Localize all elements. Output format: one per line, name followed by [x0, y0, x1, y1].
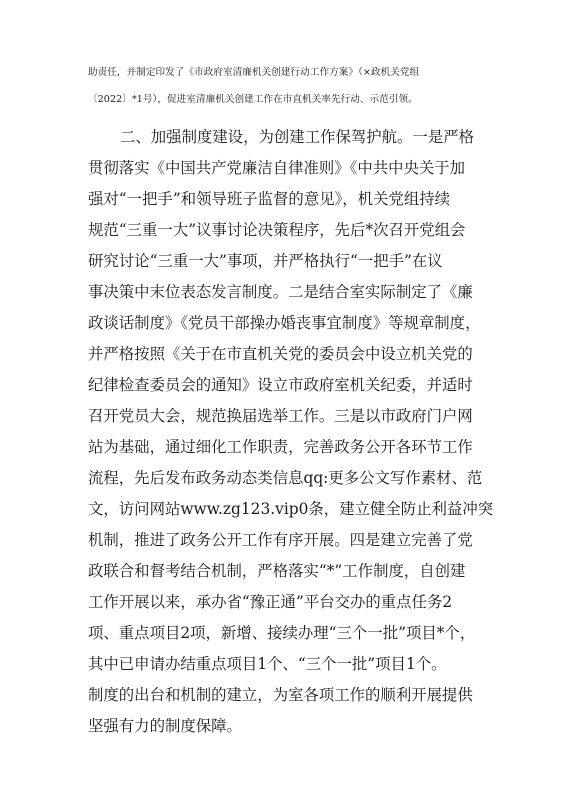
paragraph-line: 机制，推进了政务公开工作有序开展。四是建立完善了党 [88, 531, 473, 549]
paragraph-line: 坚强有力的制度保障。 [88, 717, 242, 735]
paragraph-line: 文，访问网站www.zg123.vip0条，建立健全防止利益冲突 [88, 500, 494, 518]
paragraph-line: 纪律检查委员会的通知》设立市政府室机关纪委，并适时 [88, 376, 473, 394]
paragraph-line: 强对“一把手”和领导班子监督的意见》，机关党组持续 [88, 190, 451, 208]
section-heading-line: 二、加强制度建设，为创建工作保驾护航。一是严格 [120, 128, 474, 146]
paragraph-line: 召开党员大会，规范换届选举工作。三是以市政府门户网 [88, 407, 473, 425]
paragraph-line: 制度的出台和机制的建立，为室各项工作的顺利开展提供 [88, 686, 473, 704]
paragraph-line: 规范“三重一大”议事讨论决策程序，先后*次召开党组会 [88, 221, 466, 239]
paragraph-line: 流程，先后发布政务动态类信息qq:更多公文写作素材、范 [88, 469, 483, 487]
paragraph-line: 事决策中末位表态发言制度。二是结合室实际制定了《廉 [88, 283, 473, 301]
paragraph-line: 其中已申请办结重点项目1个、“三个一批”项目1个。 [88, 655, 447, 673]
paragraph-line: 并严格按照《关于在市直机关党的委员会中设立机关党的 [88, 345, 473, 363]
paragraph-line: 政谈话制度》《党员干部操办婚丧事宜制度》等规章制度， [88, 314, 481, 332]
paragraph-line: 研究讨论“三重一大”事项，并严格执行“一把手”在议 [88, 252, 443, 270]
paragraph-line: 项、重点项目2项，新增、接续办理“三个一批”项目*个， [88, 624, 476, 642]
paragraph-line: 政联合和督考结合机制，严格落实“*”工作制度，自创建 [88, 562, 466, 580]
paragraph-line: 站为基础，通过细化工作职责，完善政务公开各环节工作 [88, 438, 473, 456]
paragraph-line: 贯彻落实《中国共产党廉洁自律准则》《中共中央关于加 [88, 159, 466, 177]
paragraph-line: 助责任，并制定印发了《市政府室清廉机关创建行动工作方案》（×政机关党组 [88, 67, 420, 78]
paragraph-line: 工作开展以来，承办省“豫正通”平台交办的重点任务2 [88, 593, 453, 611]
paragraph-line: 〔2022〕*1号），促进室清廉机关创建工作在市直机关率先行动、示范引领。 [88, 94, 418, 105]
